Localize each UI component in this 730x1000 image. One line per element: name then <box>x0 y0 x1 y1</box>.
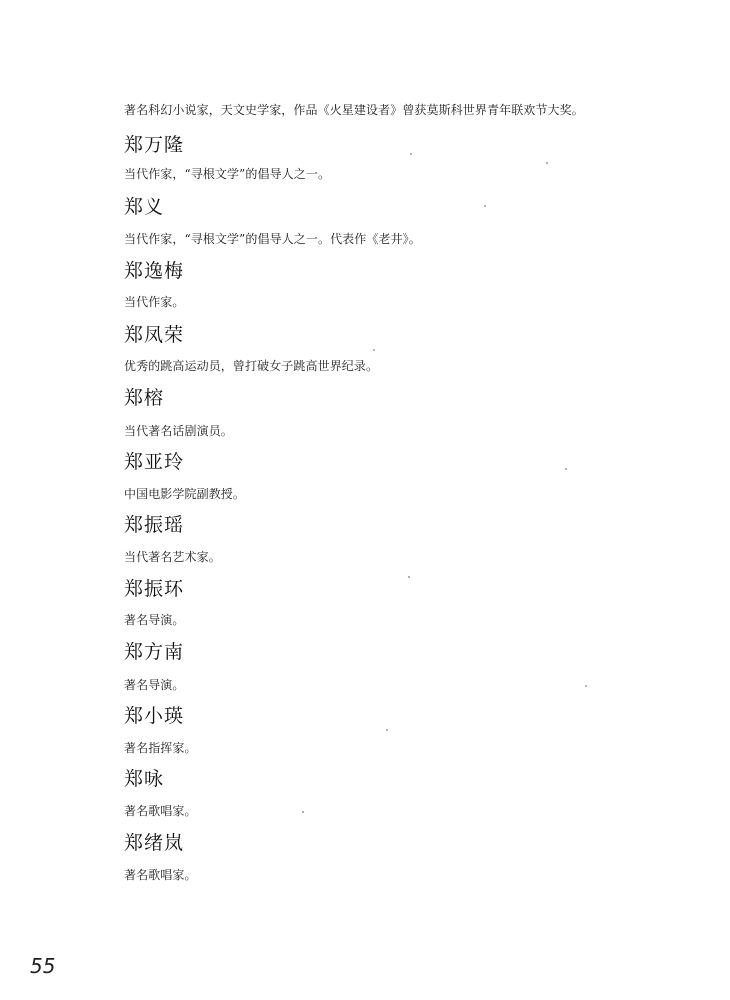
scan-speck <box>585 685 587 687</box>
entry-description: 优秀的跳高运动员，曾打破女子跳高世界纪录。 <box>124 359 379 373</box>
scan-speck <box>408 576 410 578</box>
entry-description: 著名导演。 <box>124 678 185 692</box>
entry-name: 郑方南 <box>124 641 185 663</box>
entry-description: 当代作家。 <box>124 295 185 309</box>
scan-speck <box>546 162 548 164</box>
entry-description: 著名导演。 <box>124 613 185 627</box>
entry-description: 著名歌唱家。 <box>124 868 197 882</box>
entry-name: 郑振瑶 <box>124 514 185 536</box>
intro-text: 著名科幻小说家，天文史学家，作品《火星建设者》曾获莫斯科世界青年联欢节大奖。 <box>124 103 584 117</box>
entry-description: 著名歌唱家。 <box>124 804 197 818</box>
entry-name: 郑逸梅 <box>124 260 185 282</box>
entry-name: 郑万隆 <box>124 134 185 156</box>
scan-speck <box>373 349 375 351</box>
page-number: 55 <box>30 954 56 978</box>
scan-speck <box>484 205 486 207</box>
entry-description: 当代著名话剧演员。 <box>124 424 233 438</box>
entry-description: 当代著名艺术家。 <box>124 550 221 564</box>
entry-name: 郑小瑛 <box>124 705 185 727</box>
entry-name: 郑绪岚 <box>124 832 185 854</box>
entry-name: 郑榕 <box>124 387 165 409</box>
entry-name: 郑义 <box>124 196 165 218</box>
entry-description: 著名指挥家。 <box>124 741 197 755</box>
entry-description: 当代作家，“寻根文学”的倡导人之一。代表作《老井》。 <box>124 232 421 246</box>
entry-description: 中国电影学院副教授。 <box>124 487 246 501</box>
entry-description: 当代作家，“寻根文学”的倡导人之一。 <box>124 167 331 181</box>
entry-name: 郑凤荣 <box>124 324 185 346</box>
entry-name: 郑振环 <box>124 578 185 600</box>
scan-speck <box>410 153 412 155</box>
entry-name: 郑咏 <box>124 768 165 790</box>
scan-speck <box>565 468 567 470</box>
scan-speck <box>302 811 304 813</box>
scan-speck <box>386 729 388 731</box>
entry-name: 郑亚玲 <box>124 451 185 473</box>
